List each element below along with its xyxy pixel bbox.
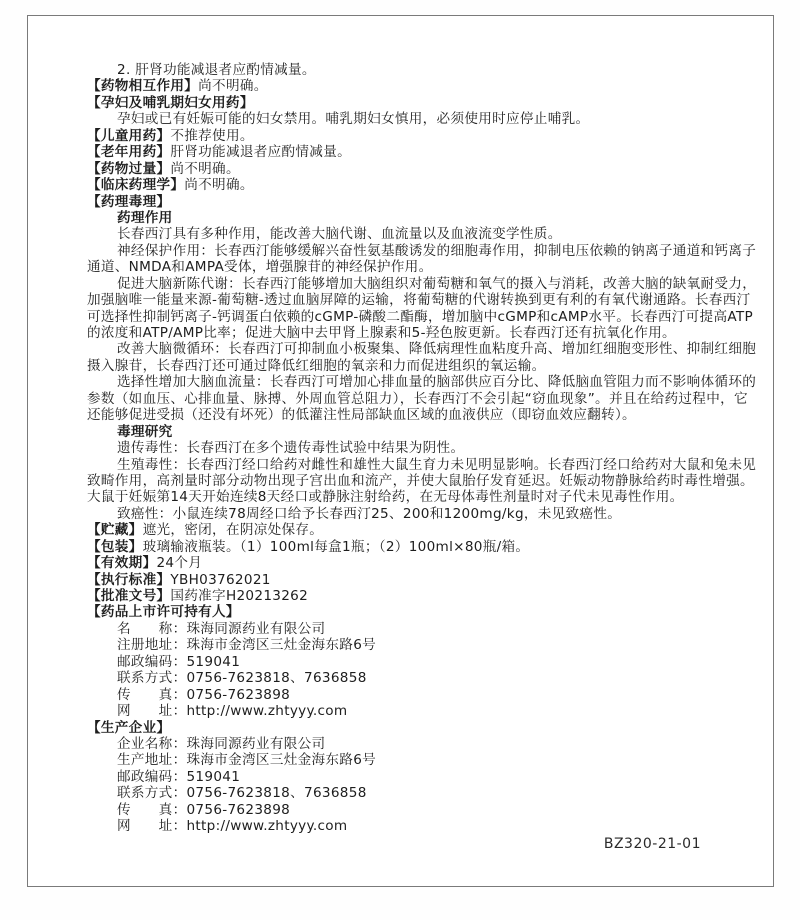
line-text: 联系方式：0756-7623818、7636858 — [117, 670, 367, 687]
line-text: 选择性增加大脑血流量：长春西汀可增加心排血量的脑部供应百分比、降低脑血管阻力而不影响体循环的 — [117, 374, 757, 391]
text-line — [87, 539, 751, 555]
text-line — [87, 522, 751, 538]
line-text: 国药准字H20213262 — [170, 588, 309, 604]
text-line — [87, 242, 757, 259]
section-heading: 【药物相互作用】 — [87, 78, 199, 95]
line-text: 加强脑唯一能量来源-葡萄糖-透过血脑屏障的运输，将葡萄糖的代谢转换到更有利的有氧代谢通路。长春西汀 — [87, 292, 751, 309]
line-text: 遮光，密闭，在阴凉处保存。 — [142, 522, 324, 539]
text-line — [87, 440, 751, 456]
text-line — [87, 769, 751, 785]
line-text: 网 址：http://www.zhtyyy.com — [117, 703, 348, 720]
text-line — [87, 670, 751, 686]
line-text: 大鼠于妊娠第14天开始连续8天经口或静脉注射给药，在无母体毒性剂量时对子代未见毒性作用。 — [87, 489, 684, 506]
text-line — [87, 177, 751, 193]
text-line — [87, 292, 751, 308]
page-border — [27, 15, 774, 887]
line-text: 促进大脑新陈代谢：长春西汀能够增加大脑组织对葡萄糖和氧气的摄入与消耗，改善大脑的缺氧耐受力， — [117, 275, 757, 292]
text-line — [87, 78, 751, 94]
line-text: 网 址：http://www.zhtyyy.com — [117, 818, 348, 835]
line-text: 遗传毒性：长春西汀在多个遗传毒性试验中结果为阴性。 — [117, 440, 465, 457]
line-text: 邮政编码：519041 — [117, 768, 241, 785]
text-line — [87, 226, 751, 242]
line-text: 联系方式：0756-7623818、7636858 — [117, 785, 367, 802]
text-line — [87, 802, 751, 818]
line-text: 摄入腺苷，长春西汀还可通过降低红细胞的氧亲和力而促进组织的氧运输。 — [87, 357, 546, 374]
section-heading: 【生产企业】 — [87, 719, 171, 736]
text-line — [87, 210, 751, 226]
line-text: 尚不明确。 — [170, 160, 240, 177]
line-text: 注册地址：珠海市金湾区三灶金海东路6号 — [117, 637, 377, 654]
line-text: 致癌性：小鼠连续78周经口给予长春西汀25、200和1200mg/kg，未见致癌性。 — [117, 505, 622, 522]
line-text: 玻璃输液瓶装。（1）100ml每盒1瓶；（2）100ml×80瓶/箱。 — [142, 538, 530, 555]
text-line — [87, 128, 751, 144]
line-text: 改善大脑微循环：长春西汀可抑制血小板聚集、降低病理性血粘度升高、增加红细胞变形性、抑制红细胞 — [117, 341, 757, 358]
line-text: 通道、NMDA和AMPA受体，增强腺苷的神经保护作用。 — [87, 259, 433, 276]
text-line — [87, 275, 757, 292]
text-line — [87, 736, 751, 752]
section-heading: 【执行标准】 — [87, 571, 171, 588]
line-text: 尚不明确。 — [198, 78, 268, 95]
text-line — [87, 818, 751, 834]
text-line — [87, 637, 751, 653]
text-line — [87, 555, 751, 571]
insert-text-block — [87, 62, 757, 835]
text-line — [87, 62, 751, 78]
line-text: 还能够促进受损（还没有坏死）的低灌注性局部缺血区域的血液供应（即窃血效应翻转）。 — [87, 407, 636, 424]
text-line — [87, 259, 751, 275]
line-text: 可选择性抑制钙离子-钙调蛋白依赖的cGMP-磷酸二酯酶，增加脑中cGMP和cAMP水平。长春西汀可提高ATP — [87, 308, 753, 325]
text-line — [87, 341, 757, 358]
line-text: 企业名称：珠海同源药业有限公司 — [117, 735, 326, 752]
text-line — [87, 161, 751, 177]
text-line — [87, 703, 751, 719]
text-line — [87, 472, 754, 489]
text-line — [87, 391, 751, 407]
line-text: 不推荐使用。 — [170, 127, 254, 144]
section-heading: 毒理研究 — [117, 423, 173, 440]
text-line — [87, 752, 751, 768]
text-line — [87, 194, 751, 210]
line-text: 参数（如血压、心排血量、脉搏、外周血管总阻力），长春西汀不会引起“窃血现象”。并且在给药过程中，它 — [87, 390, 748, 407]
text-line — [87, 309, 751, 325]
section-heading: 【批准文号】 — [87, 588, 171, 604]
section-heading: 【临床药理学】 — [87, 177, 185, 194]
text-line — [87, 489, 751, 505]
section-heading: 【药物过量】 — [87, 160, 171, 177]
line-text: 长春西汀具有多种作用，能改善大脑代谢、血流量以及血液流变学性质。 — [117, 226, 562, 243]
section-heading: 【药品上市许可持有人】 — [87, 604, 240, 621]
text-line — [87, 111, 751, 127]
text-line — [87, 572, 751, 588]
line-text: 传 真：0756-7623898 — [117, 801, 291, 818]
section-heading: 【贮藏】 — [87, 522, 143, 539]
line-text: 24个月 — [156, 555, 203, 572]
text-line — [87, 720, 751, 736]
section-heading: 【包装】 — [87, 538, 143, 555]
line-text: 肝肾功能减退者应酌情减量。 — [170, 144, 351, 161]
line-text: 名 称：珠海同源药业有限公司 — [117, 620, 326, 637]
text-line — [87, 785, 751, 801]
text-line — [87, 144, 751, 160]
document-code: BZ320-21-01 — [603, 836, 701, 852]
line-text: YBH03762021 — [170, 571, 271, 588]
section-heading: 【药理毒理】 — [87, 193, 171, 210]
text-line — [87, 424, 751, 440]
line-text: 传 真：0756-7623898 — [117, 686, 291, 703]
line-text: 2. 肝肾功能减退者应酌情减量。 — [117, 62, 316, 78]
line-text: 的浓度和ATP/AMP比率；促进大脑中去甲肾上腺素和5-羟色胺更新。长春西汀还有抗氧化作用。 — [87, 325, 676, 341]
section-heading: 【老年用药】 — [87, 144, 171, 161]
text-line — [87, 654, 751, 670]
text-line — [87, 588, 751, 604]
line-text: 生殖毒性：长春西汀经口给药对雌性和雄性大鼠生育力未见明显影响。长春西汀经口给药对大鼠和兔未见 — [117, 456, 757, 473]
text-line — [87, 621, 751, 637]
line-text: 生产地址：珠海市金湾区三灶金海东路6号 — [117, 752, 377, 769]
section-heading: 【儿童用药】 — [87, 127, 171, 144]
text-line — [87, 358, 751, 374]
section-heading: 【孕妇及哺乳期妇女用药】 — [87, 94, 254, 111]
text-line — [87, 604, 751, 620]
text-line — [87, 374, 757, 391]
line-text: 神经保护作用：长春西汀能够缓解兴奋性氨基酸诱发的细胞毒作用，抑制电压依赖的钠离子通道和钙离子 — [117, 242, 757, 259]
line-text: 孕妇或已有妊娠可能的妇女禁用。哺乳期妇女慎用，必须使用时应停止哺乳。 — [117, 111, 590, 128]
section-heading: 药理作用 — [117, 209, 173, 226]
text-line — [87, 456, 757, 473]
line-text: 邮政编码：519041 — [117, 653, 241, 670]
text-line — [87, 325, 751, 341]
text-line — [87, 506, 751, 522]
line-text: 尚不明确。 — [184, 177, 254, 194]
text-line — [87, 407, 751, 423]
section-heading: 【有效期】 — [87, 555, 157, 572]
line-text: 致畸作用，高剂量时部分动物出现子宫出血和流产，并使大鼠胎仔发育延迟。妊娠动物静脉给药时毒性增强。 — [87, 472, 754, 489]
text-line — [87, 687, 751, 703]
text-line — [87, 95, 751, 111]
